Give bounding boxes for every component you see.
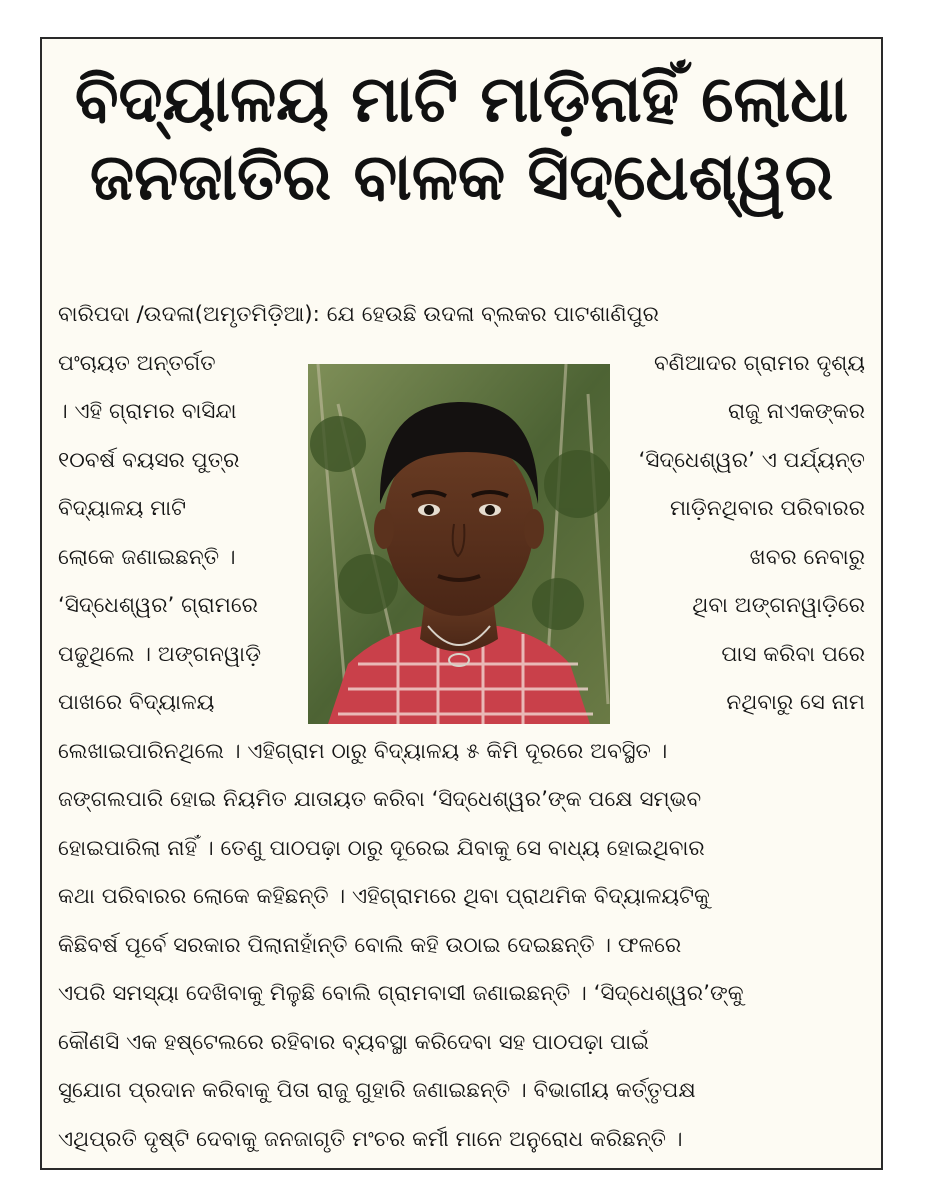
wrap-row [58, 631, 865, 680]
article-line: ଲେଖାଇପାରିନଥିଲେ । ଏହିଗ୍ରାମ ଠାରୁ ବିଦ୍ୟାଳୟ ୫ କିମି ଦୂରରେ ଅବସ୍ଥିତ । [58, 738, 668, 764]
article-line: ଜଙ୍ଗଲପାରି ହୋଇ ନିୟମିତ ଯାତାୟତ କରିବା ‘ସିଦ୍ଧେଶ୍ୱର’ଙ୍କ ପକ୍ଷେ ସମ୍ଭବ [58, 787, 702, 812]
right-col-line: ଥିବା ଅଙ୍ଗନୱାଡ଼ିରେ [692, 593, 865, 618]
article-line: ଏଥିପ୍ରତି ଦୃଷ୍ଟି ଦେବାକୁ ଜନଜାଗୃତି ମଂଚର କର୍ମୀ ମାନେ ଅନୁରୋଧ କରିଛନ୍ତି । [58, 1126, 683, 1152]
article-line: କିଛିବର୍ଷ ପୂର୍ବେ ସରକାର ପିଲାନାହାଁନ୍ତି ବୋଲି କହି ଉଠାଇ ଦେଇଛନ୍ତି । ଫଳରେ [58, 932, 682, 958]
right-col-line: ପାସ କରିବା ପରେ [721, 641, 865, 667]
right-col-line: ବଣିଆଦର ଗ୍ରାମର ଦୃଶ୍ୟ [654, 350, 865, 376]
left-col-line: ବିଦ୍ୟାଳୟ ମାଟି [58, 496, 187, 521]
article-line: ହୋଇପାରିଲା ନାହିଁ । ତେଣୁ ପାଠପଢ଼ା ଠାରୁ ଦୂରେଇ ଯିବାକୁ ସେ ବାଧ୍ୟ ହୋଇଥିବାର [58, 835, 705, 861]
right-col-line: ରାଜୁ ନାଏକଙ୍କର [727, 399, 865, 424]
wrap-row [58, 437, 865, 486]
left-col-line: । ଏହି ଗ୍ରାମର ବାସିନ୍ଦା [58, 399, 237, 424]
right-col-line: ମାଡ଼ିନଥିବାର ପରିବାରର [669, 496, 865, 521]
right-col-line: ‘ସିଦ୍ଧେଶ୍ୱର’ ଏ ପର୍ଯ୍ୟନ୍ତ [638, 447, 865, 473]
wrap-row [58, 388, 865, 437]
left-col-line: ପଂଚାୟତ ଅନ୍ତର୍ଗତ [58, 350, 216, 376]
article-line: କଥା ପରିବାରର ଲୋକେ କହିଛନ୍ତି । ଏହିଗ୍ରାମରେ ଥିବା ପ୍ରାଥମିକ ବିଦ୍ୟାଳୟଟିକୁ [58, 884, 710, 909]
article-dateline: ବାରିପଦା /ଉଦଳା(ଅମୃତମିଡ଼ିଆ): ଯେ ହେଉଛି ଉଦଳା ବ୍ଲକର ପାଟଶାଣିପୁର [58, 302, 659, 327]
right-col-line: ଖବର ନେବାରୁ [749, 544, 865, 570]
article-line: ଏପରି ସମସ୍ୟା ଦେଖିବାକୁ ମିଳୁଛି ବୋଲି ଗ୍ରାମବାସୀ ଜଣାଇଛନ୍ତି । ‘ସିଦ୍ଧେଶ୍ୱର’ଙ୍କୁ [58, 981, 744, 1006]
wrap-row [58, 485, 865, 534]
article-line: ସୁଯୋଗ ପ୍ରଦାନ କରିବାକୁ ପିତା ରାଜୁ ଗୁହାରି ଜଣାଇଛନ୍ତି । ବିଭାଗୀୟ କର୍ତ୍ତୃପକ୍ଷ [58, 1078, 696, 1103]
article-line: କୌଣସି ଏକ ହଷ୍ଟେଲରେ ରହିବାର ବ୍ୟବସ୍ଥା କରିଦେବା ସହ ପାଠପଢ଼ା ପାଇଁ [58, 1029, 650, 1055]
headline [42, 39, 881, 217]
left-col-line: ପାଖରେ ବିଦ୍ୟାଳୟ [58, 690, 215, 715]
wrap-row [58, 582, 865, 631]
headline-line-2: ଜନଜାତିର ବାଳକ ସିଦ୍ଧେଶ୍ୱର [89, 141, 834, 216]
newspaper-clipping [40, 37, 883, 1170]
right-col-line: ନଥିବାରୁ ସେ ନାମ [726, 690, 865, 715]
left-col-line: ଲୋକେ ଜଣାଇଛନ୍ତି । [58, 544, 236, 570]
wrap-row [58, 679, 865, 728]
wrap-row [58, 534, 865, 583]
left-col-line: ୧୦ବର୍ଷ ବୟସର ପୁତ୍ର [58, 447, 240, 473]
left-col-line: ପଢୁଥିଲେ । ଅଙ୍ଗନୱାଡ଼ି [58, 641, 262, 667]
headline-line-1: ବିଦ୍ୟାଳୟ ମାଟି ମାଡ଼ିନାହିଁ ଲୋଧା [74, 63, 849, 137]
wrap-row [58, 340, 865, 389]
left-col-line: ‘ସିଦ୍ଧେଶ୍ୱର’ ଗ୍ରାମରେ [58, 593, 258, 618]
article-body [58, 291, 865, 1164]
